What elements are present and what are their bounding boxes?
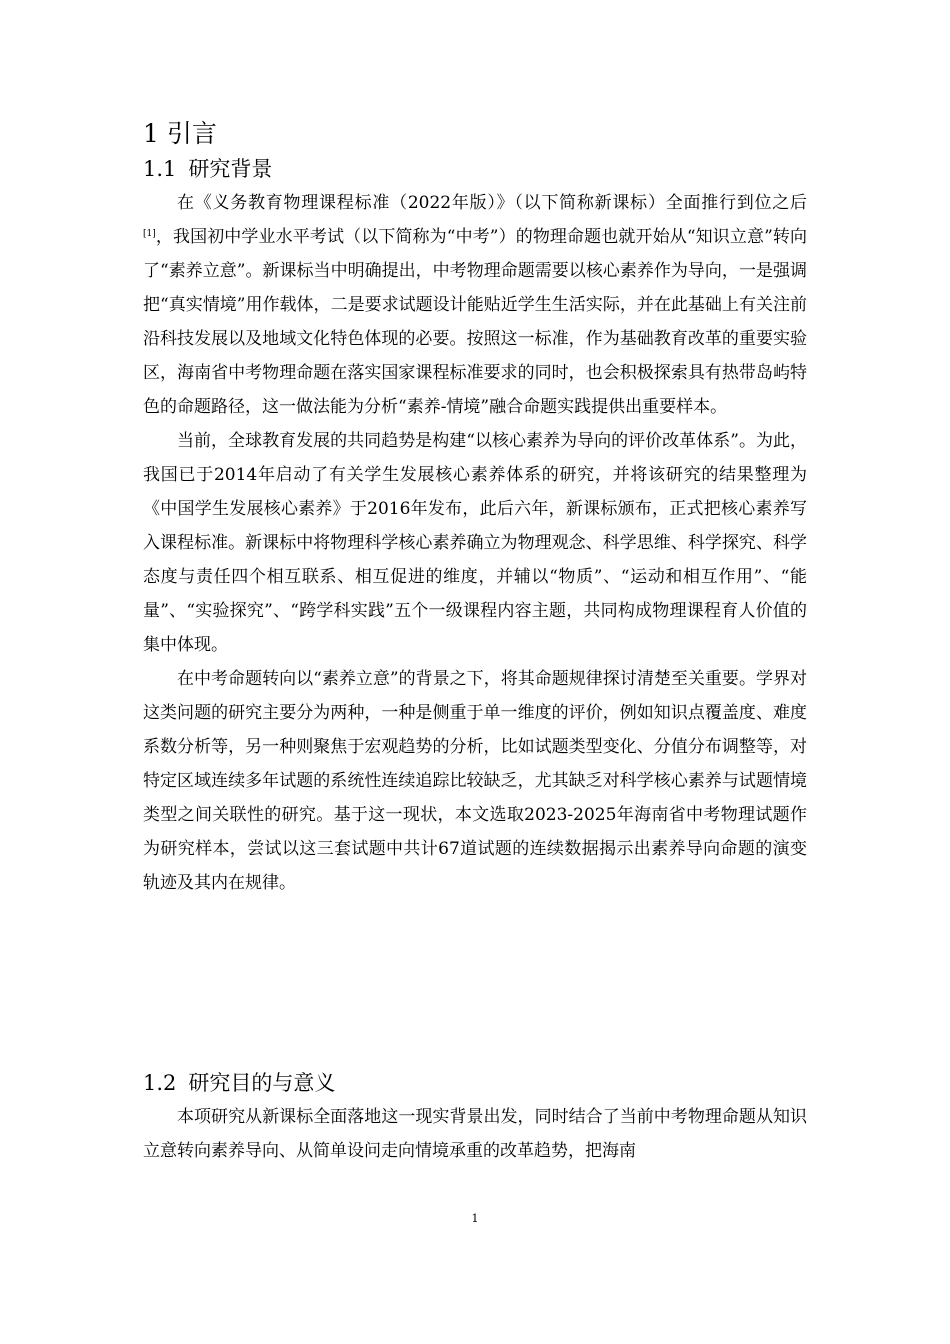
body-text-purpose <box>143 1100 807 1168</box>
citation-marker: [1] <box>143 229 156 239</box>
body-text-background <box>143 186 807 900</box>
section-number: 1.2 <box>143 1071 177 1095</box>
paragraph-1-text-b: ，我国初中学业水平考试（以下简称为“中考”）的物理命题也就开始从“知识立意”转向了“素养立意”。新课标当中明确提出，中考物理命题需要以核心素养作为导向，一是强调把“真实情境”用作载体，二是要求试题设计能贴近学生生活实际，并在此基础上有关注前沿科技发展以及地域文化特色体现的必要。按照这一标准，作为基础教育改革的重要实验区，海南省中考物理命题在落实国家课程标准要求的同时，也会积极探索具有热带岛屿特色的命题路径，这一做法能为分析“素养-情境”融合命题实践提供出重要样本。 <box>143 227 807 417</box>
section-title: 研究背景 <box>188 157 273 181</box>
section-title: 研究目的与意义 <box>188 1071 336 1095</box>
section-heading-purpose <box>143 1069 335 1097</box>
paragraph-2: 当前，全球教育发展的共同趋势是构建“以核心素养为导向的评价改革体系”。为此，我国已于2014年启动了有关学生发展核心素养体系的研究，并将该研究的结果整理为《中国学生发展核心素养》于2016年发布，此后六年，新课标颁布，正式把核心素养写入课程标准。新课标中将物理科学核心素养确立为物理观念、科学思维、科学探究、科学态度与责任四个相互联系、相互促进的维度，并辅以“物质”、“运动和相互作用”、“能量”、“实验探究”、“跨学科实践”五个一级课程内容主题，共同构成物理课程育人价值的集中体现。 <box>143 431 807 655</box>
paragraph-4: 本项研究从新课标全面落地这一现实背景出发，同时结合了当前中考物理命题从知识立意转向素养导向、从简单设问走向情境承重的改革趋势，把海南 <box>143 1107 807 1161</box>
section-number: 1.1 <box>143 157 177 181</box>
section-heading-background <box>143 155 272 183</box>
paragraph-3: 在中考命题转向以“素养立意”的背景之下，将其命题规律探讨清楚至关重要。学界对这类问题的研究主要分为两种，一种是侧重于单一维度的评价，例如知识点覆盖度、难度系数分析等，另一种则聚焦于宏观趋势的分析，比如试题类型变化、分值分布调整等，对特定区域连续多年试题的系统性连续追踪比较缺乏，尤其缺乏对科学核心素养与试题情境类型之间关联性的研究。基于这一现状，本文选取2023-2025年海南省中考物理试题作为研究样本，尝试以这三套试题中共计67道试题的连续数据揭示出素养导向命题的演变轨迹及其内在规律。 <box>143 669 807 893</box>
page-number: 1 <box>471 1212 479 1225</box>
paragraph-1 <box>143 186 807 424</box>
chapter-heading: 1 引言 <box>143 119 217 148</box>
paragraph-1-text-a: 在《义务教育物理课程标准（2022年版）》（以下简称新课标）全面推行到位之后 <box>177 193 807 213</box>
